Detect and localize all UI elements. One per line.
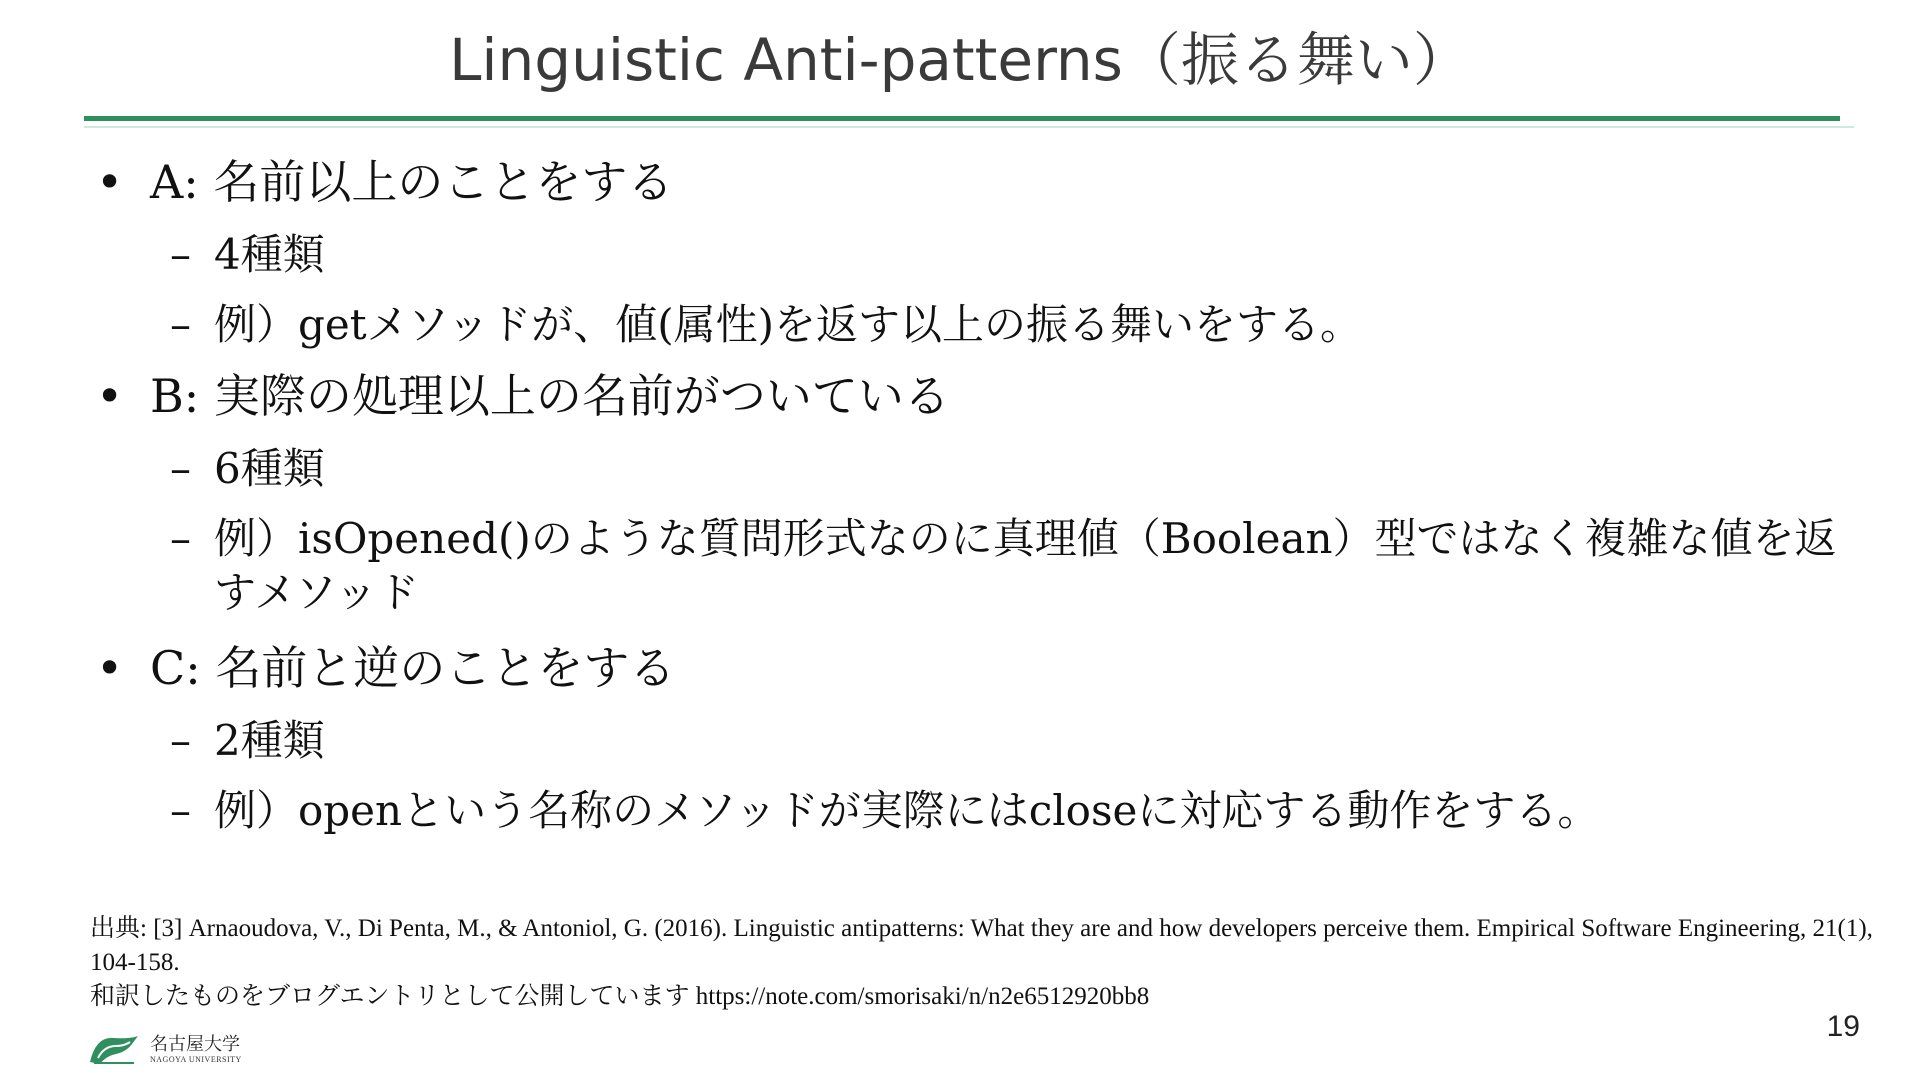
sub-item-b-1 bbox=[170, 442, 1860, 496]
sub-item-c-2 bbox=[170, 784, 1860, 838]
dash-icon: – bbox=[170, 514, 191, 563]
university-logo bbox=[86, 1030, 246, 1070]
dash-icon: – bbox=[170, 300, 191, 349]
page-number: 19 bbox=[1826, 1010, 1860, 1043]
sub-item-b-2 bbox=[170, 512, 1860, 620]
sub-item-c-1 bbox=[170, 714, 1860, 768]
bullet-icon: • bbox=[96, 641, 124, 695]
bullet-item-c bbox=[96, 638, 675, 698]
bullet-item-b bbox=[96, 366, 950, 426]
sub-item-a-1 bbox=[170, 228, 1860, 282]
logo-english-name: NAGOYA UNIVERSITY bbox=[150, 1055, 242, 1064]
bullet-text: B: 実際の処理以上の名前がついている bbox=[150, 369, 950, 423]
title-divider-light bbox=[84, 126, 1854, 128]
sub-item-text: 例）openという名称のメソッドが実際にはcloseに対応する動作をする。 bbox=[214, 786, 1600, 835]
source-citation bbox=[90, 912, 1900, 1014]
sub-item-text: 4種類 bbox=[214, 230, 325, 279]
logo-japanese-name: 名古屋大学 bbox=[150, 1034, 240, 1055]
sub-item-text: 例）isOpened()のような質問形式なのに真理値（Boolean）型ではなく複雑な値を返すメソッド bbox=[214, 514, 1837, 617]
sub-item-text: 例）getメソッドが、値(属性)を返す以上の振る舞いをする。 bbox=[214, 300, 1363, 349]
bullet-item-a bbox=[96, 152, 673, 212]
dash-icon: – bbox=[170, 716, 191, 765]
sub-item-a-2 bbox=[170, 298, 1860, 352]
sub-item-text: 6種類 bbox=[214, 444, 325, 493]
blog-note-link[interactable]: 和訳したものをブログエントリとして公開しています https://note.com/smorisaki/n/n2e6512920bb8 bbox=[90, 983, 1150, 1010]
sub-item-text: 2種類 bbox=[214, 716, 325, 765]
slide-title: Linguistic Anti-patterns（振る舞い） bbox=[449, 26, 1471, 94]
title-divider bbox=[84, 116, 1840, 121]
bullet-icon: • bbox=[96, 155, 124, 209]
nagoya-university-emblem-icon bbox=[86, 1032, 142, 1068]
bullet-text: A: 名前以上のことをする bbox=[150, 155, 674, 209]
bullet-icon: • bbox=[96, 369, 124, 423]
citation-text: 出典: [3] Arnaoudova, V., Di Penta, M., & Antoniol, G. (2016). Linguistic antipatterns: What they are and how developers perceive them. Empirical Software Engineering, 21(1), 104-158. bbox=[90, 915, 1873, 976]
dash-icon: – bbox=[170, 786, 191, 835]
dash-icon: – bbox=[170, 444, 191, 493]
dash-icon: – bbox=[170, 230, 191, 279]
bullet-text: C: 名前と逆のことをする bbox=[150, 641, 676, 695]
